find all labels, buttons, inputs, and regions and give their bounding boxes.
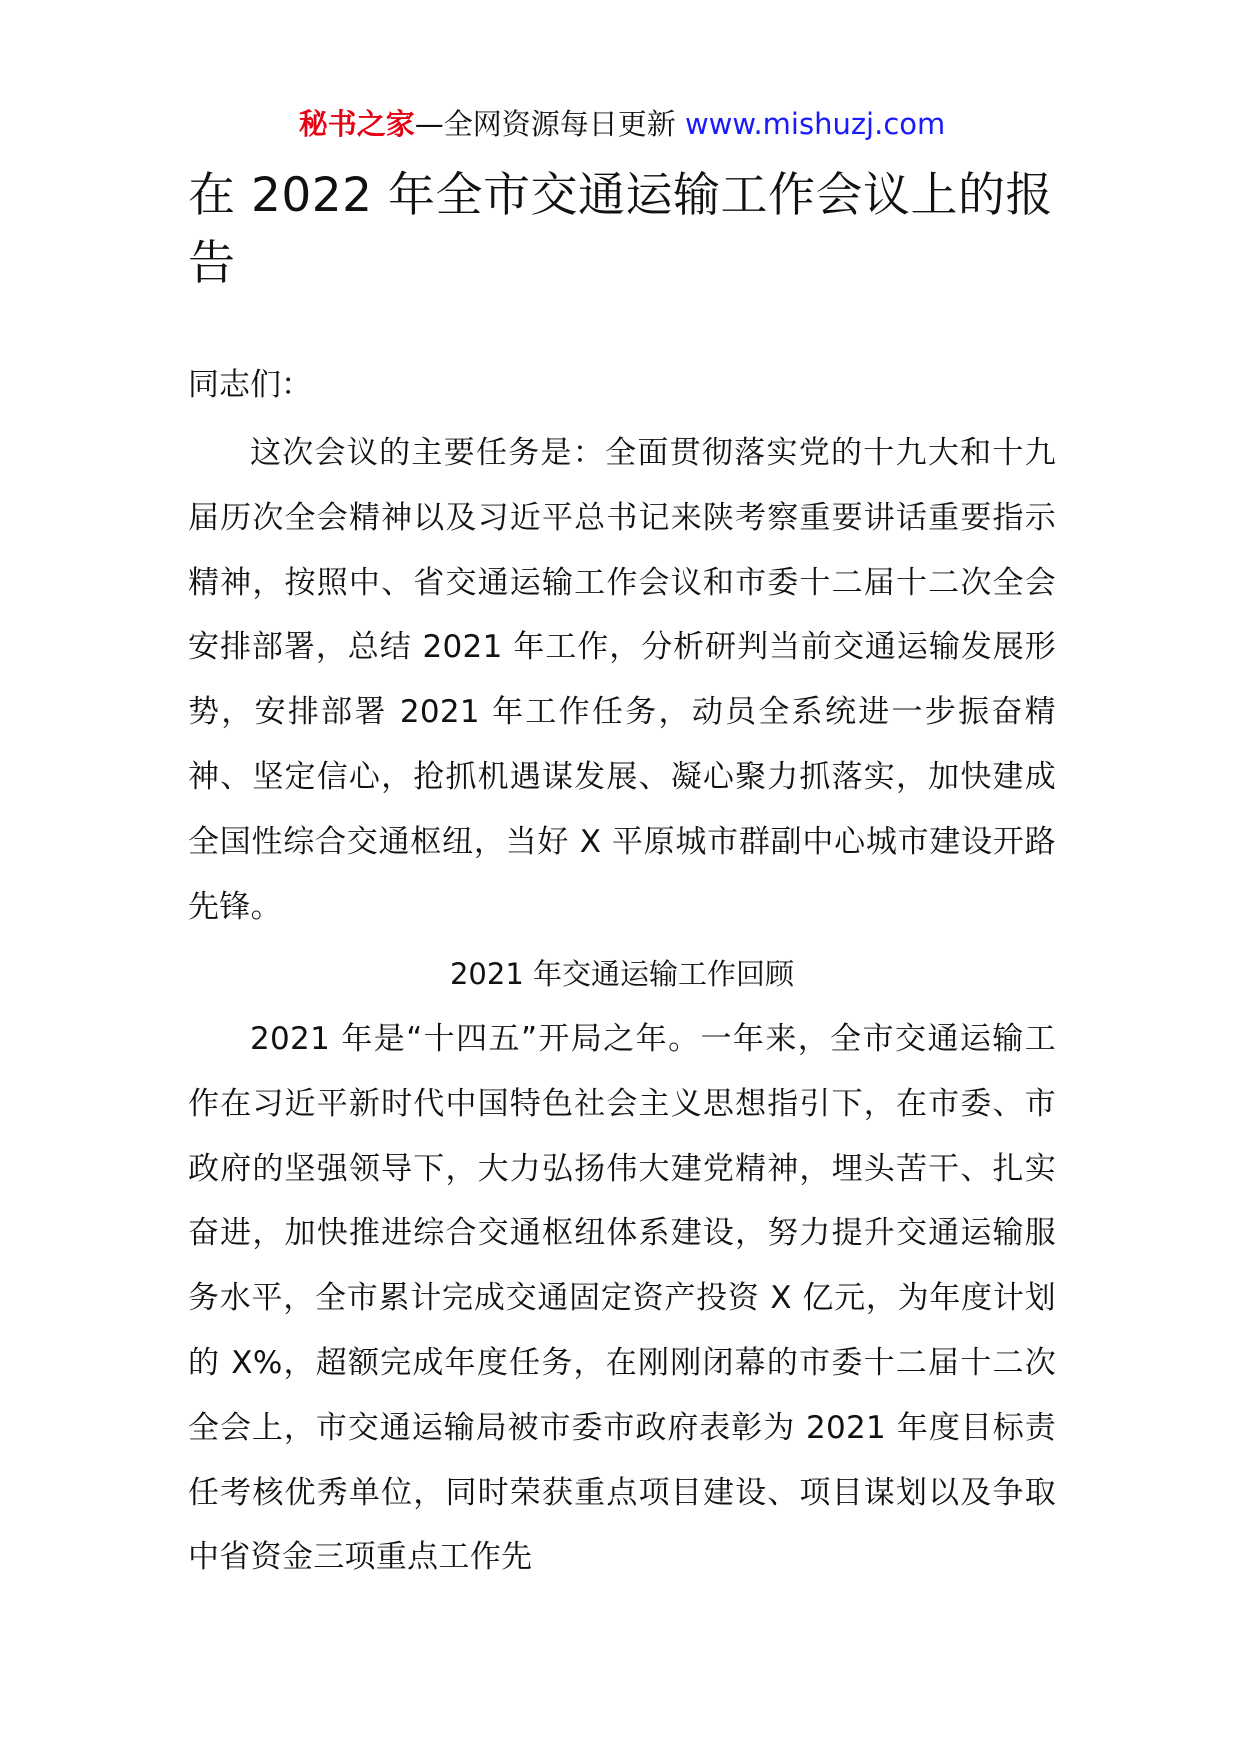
salutation: 同志们： [188, 367, 312, 403]
body-paragraph-1: 这次会议的主要任务是：全面贯彻落实党的十九大和十九届历次全会精神以及习近平总书记来陕考察重要讲话重要指示精神，按照中、省交通运输工作会议和市委十二届十二次全会安排部署，总结 2021 年工作，分析研判当前交通运输发展形势，安排部署 2021 年工作任务，动员全系统进一步振奋精神、坚定信心，抢抓机遇谋发展、凝心聚力抓落实，加快建成全国性综合交通枢纽，当好 X 平原城市群副中心城市建设开路先锋。 [188, 435, 1056, 925]
section-heading: 2021 年交通运输工作回顾 [449, 957, 795, 991]
body-paragraph-2: 2021 年是“十四五”开局之年。一年来，全市交通运输工作在习近平新时代中国特色社会主义思想指引下，在市委、市政府的坚强领导下，大力弘扬伟大建党精神，埋头苦干、扎实奋进，加快推进综合交通枢纽体系建设，努力提升交通运输服务水平，全市累计完成交通固定资产投资 X 亿元，为年度计划的 X%，超额完成年度任务，在刚刚闭幕的市委十二届十二次全会上，市交通运输局被市委市政府表彰为 2021 年度目标责任考核优秀单位，同时荣获重点项目建设、项目谋划以及争取中省资金三项重点工作先 [188, 1021, 1056, 1576]
header-banner [188, 104, 1056, 144]
brand-name: 秘书之家 [298, 107, 415, 141]
header-tagline: —全网资源每日更新 [414, 107, 685, 141]
site-url-link[interactable]: www.mishuzj.com [684, 107, 946, 141]
document-title: 在 2022 年全市交通运输工作会议上的报告 [188, 168, 1053, 291]
